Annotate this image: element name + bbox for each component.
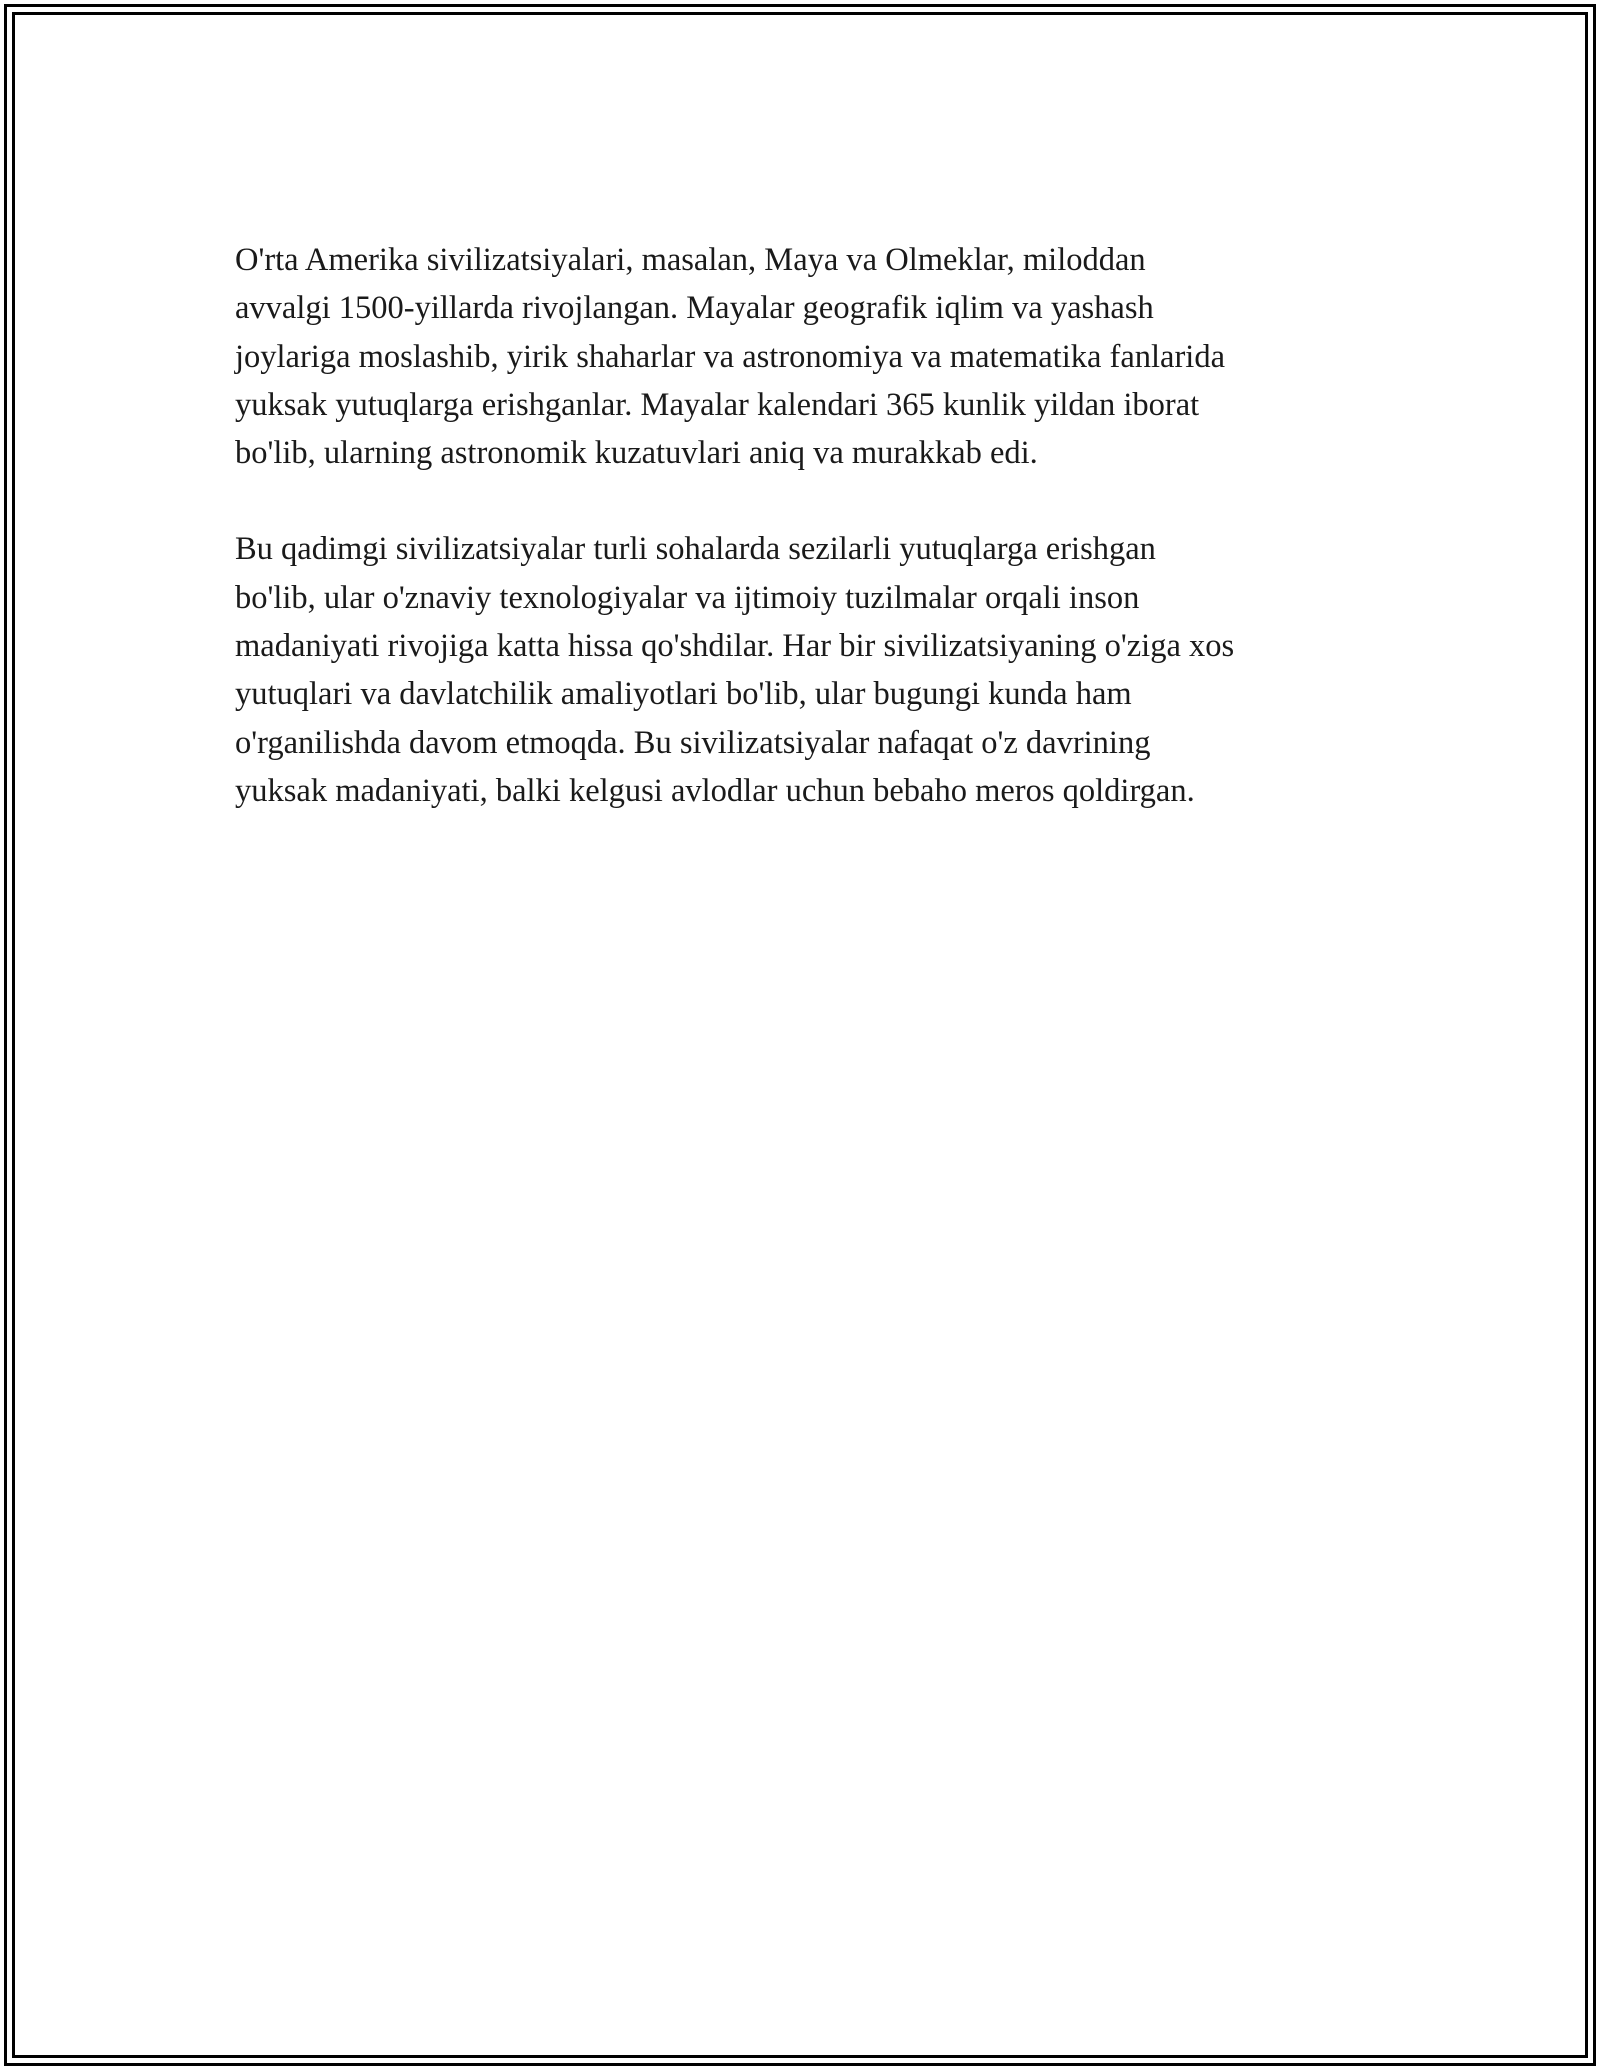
paragraph-1 — [235, 236, 1385, 477]
document-body — [235, 236, 1385, 863]
paragraph-line: bo'lib, ular o'znaviy texnologiyalar va ijtimoiy tuzilmalar orqali inson — [235, 579, 1140, 616]
paragraph-line: o'rganilishda davom etmoqda. Bu sivilizatsiyalar nafaqat o'z davrining — [235, 724, 1151, 761]
paragraph-line: yuksak madaniyati, balki kelgusi avlodlar uchun bebaho meros qoldirgan. — [235, 772, 1195, 809]
paragraph-line: bo'lib, ularning astronomik kuzatuvlari aniq va murakkab edi. — [235, 435, 1038, 472]
paragraph-line: yutuqlari va davlatchilik amaliyotlari bo'lib, ular bugungi kunda ham — [235, 676, 1132, 713]
paragraph-line: Bu qadimgi sivilizatsiyalar turli sohalarda sezilarli yutuqlarga erishgan — [235, 531, 1156, 568]
paragraph-line: yuksak yutuqlarga erishganlar. Mayalar kalendari 365 kunlik yildan iborat — [235, 386, 1200, 423]
paragraph-line: joylariga moslashib, yirik shaharlar va astronomiya va matematika fanlarida — [235, 338, 1226, 375]
paragraph-2 — [235, 525, 1385, 815]
paragraph-line: madaniyati rivojiga katta hissa qo'shdilar. Har bir sivilizatsiyaning o'ziga xos — [235, 628, 1235, 665]
paragraph-line: avvalgi 1500-yillarda rivojlangan. Mayalar geografik iqlim va yashash — [235, 290, 1154, 327]
paragraph-line: O'rta Amerika sivilizatsiyalari, masalan, Maya va Olmeklar, miloddan — [235, 242, 1146, 278]
